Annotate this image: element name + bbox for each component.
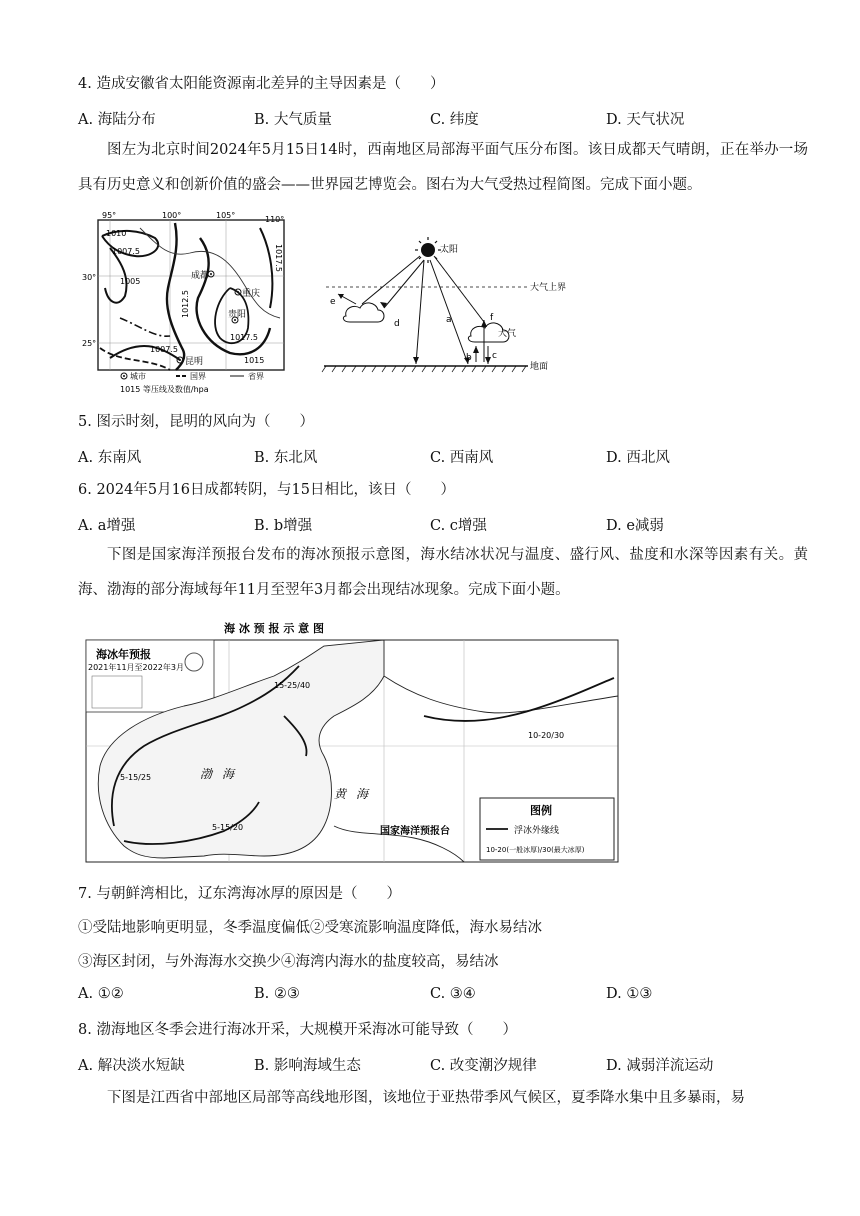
q4-stem: 4. 造成安徽省太阳能资源南北差异的主导因素是（ ） [78,76,445,92]
sea-ice-map-title: 海 冰 预 报 示 意 图 [224,622,324,635]
sun-label: 太阳 [440,245,459,255]
q7-option-a[interactable]: A. ①② [78,986,124,1002]
sea-name-bo: 渤 [200,767,213,781]
isobar-label-1012-5: 1012.5 [181,290,190,318]
sea-name-bo-hai: 海 [222,767,235,781]
isobar-label-1005: 1005 [120,277,141,286]
legend-national-border: 国界 [190,372,206,381]
q8-option-d[interactable]: D. 减弱洋流运动 [606,1058,714,1074]
pressure-map [80,208,296,398]
q5-option-c[interactable]: C. 西南风 [430,450,494,466]
atmosphere-label: 大气 [498,329,517,339]
sea-ice-box-title: 海冰年预报 [96,648,151,661]
isobar-label-1017-5-a: 1017.5 [230,333,258,342]
q4-option-a[interactable]: A. 海陆分布 [78,112,156,128]
q7-statements-2: ③海区封闭，与外海海水交换少④海湾内海水的盐度较高，易结冰 [78,954,499,970]
arrow-label-a: a [446,315,452,325]
legend-province-border: 省界 [248,372,264,381]
q5-option-d[interactable]: D. 西北风 [606,450,670,466]
q6-option-a[interactable]: A. a增强 [78,518,136,534]
q7-option-c[interactable]: C. ③④ [430,986,476,1002]
q5-stem: 5. 图示时刻，昆明的风向为（ ） [78,414,314,430]
q6-options [78,514,778,534]
legend-ice-edge: 浮冰外缘线 [514,826,560,836]
lon-label-100: 100° [162,211,182,220]
city-chengdu: 成都 [191,271,210,281]
q4-options [78,108,778,128]
q8-option-b[interactable]: B. 影响海域生态 [254,1058,361,1074]
sea-name-huang-hai: 海 [356,787,369,801]
isobar-label-1007-5-b: 1007.5 [150,345,178,354]
q7-option-d[interactable]: D. ①③ [606,986,653,1002]
sea-name-huang: 黄 [334,787,347,801]
q8-stem: 8. 渤海地区冬季会进行海冰开采，大规模开采海冰可能导致（ ） [78,1022,517,1038]
legend-title: 图例 [530,804,552,817]
ice-zone-bohai-west: 5-15/25 [120,773,152,782]
atmosphere-heating-diagram [316,234,586,376]
ice-zone-korea-bay: 10-20/30 [528,731,565,740]
q4-option-b[interactable]: B. 大气质量 [254,112,332,128]
q8-option-c[interactable]: C. 改变潮汐规律 [430,1058,537,1074]
arrow-label-f: f [490,313,494,323]
upper-atmosphere-label: 大气上界 [530,283,567,293]
intro-passage-3: 下图是江西省中部地区局部等高线地形图，该地位于亚热带季风气候区，夏季降水集中且多暴雨，易 [107,1090,745,1106]
lat-label-30: 30° [82,273,97,282]
q4-option-d[interactable]: D. 天气状况 [606,112,685,128]
intro-passage-2: 下图是国家海洋预报台发布的海冰预报示意图，海水结冰状况与温度、盛行风、盐度和水深等因素有关。黄海、渤海的部分海域每年11月至翌年3月都会出现结冰现象。完成下面小题。 [78,547,808,598]
q4-option-c[interactable]: C. 纬度 [430,112,479,128]
intro-passage-1: 图左为北京时间2024年5月15日14时，西南地区局部海平面气压分布图。该日成都天气晴朗，正在举办一场具有历史意义和创新价值的盛会——世界园艺博览会。图右为大气受热过程简图。完成下面小题。 [78,142,808,193]
lon-label-105: 105° [216,211,236,220]
lon-label-95: 95° [102,211,117,220]
city-chongqing: 重庆 [242,289,261,299]
q5-option-a[interactable]: A. 东南风 [78,450,142,466]
isobar-label-1010: 1010 [106,229,127,238]
q7-option-b[interactable]: B. ②③ [254,986,300,1002]
arrow-label-e: e [330,297,336,307]
q7-stem: 7. 与朝鲜湾相比，辽东湾海冰厚的原因是（ ） [78,886,401,902]
legend-isobar: 1015 等压线及数值/hpa [120,385,209,394]
arrow-label-b: b [466,353,472,363]
city-kunming: 昆明 [185,357,204,367]
agency-label: 国家海洋预报台 [380,826,450,837]
city-guiyang: 贵阳 [228,310,247,320]
q6-option-c[interactable]: C. c增强 [430,518,487,534]
arrow-label-c: c [492,351,497,361]
sea-ice-forecast-map [84,616,624,866]
lon-label-110: 110° [265,215,285,224]
ground-label: 地面 [530,362,549,372]
q7-statements-1: ①受陆地影响更明显，冬季温度偏低②受寒流影响温度降低，海水易结冰 [78,920,542,936]
isobar-label-1017-5-b: 1017.5 [274,244,283,272]
q6-option-d[interactable]: D. e减弱 [606,518,664,534]
legend-ice-thickness-note: 10-20(一般冰厚)/30(最大冰厚) [486,846,585,854]
sea-ice-box-period: 2021年11月至2022年3月 [88,663,184,672]
q5-option-b[interactable]: B. 东北风 [254,450,318,466]
q6-option-b[interactable]: B. b增强 [254,518,313,534]
lat-label-25: 25° [82,339,97,348]
q6-stem: 6. 2024年5月16日成都转阴，与15日相比，该日（ ） [78,482,455,498]
isobar-label-1015: 1015 [244,356,265,365]
q7-options [78,986,778,1006]
ice-zone-laizhou: 5-15/20 [212,823,244,832]
q8-options [78,1054,778,1074]
ice-zone-liaodong: 15-25/40 [274,681,311,690]
q8-option-a[interactable]: A. 解决淡水短缺 [78,1058,185,1074]
q5-options [78,446,778,466]
legend-city: 城市 [130,372,146,381]
isobar-label-1007-5-a: 1007.5 [112,247,140,256]
arrow-label-d: d [394,319,400,329]
